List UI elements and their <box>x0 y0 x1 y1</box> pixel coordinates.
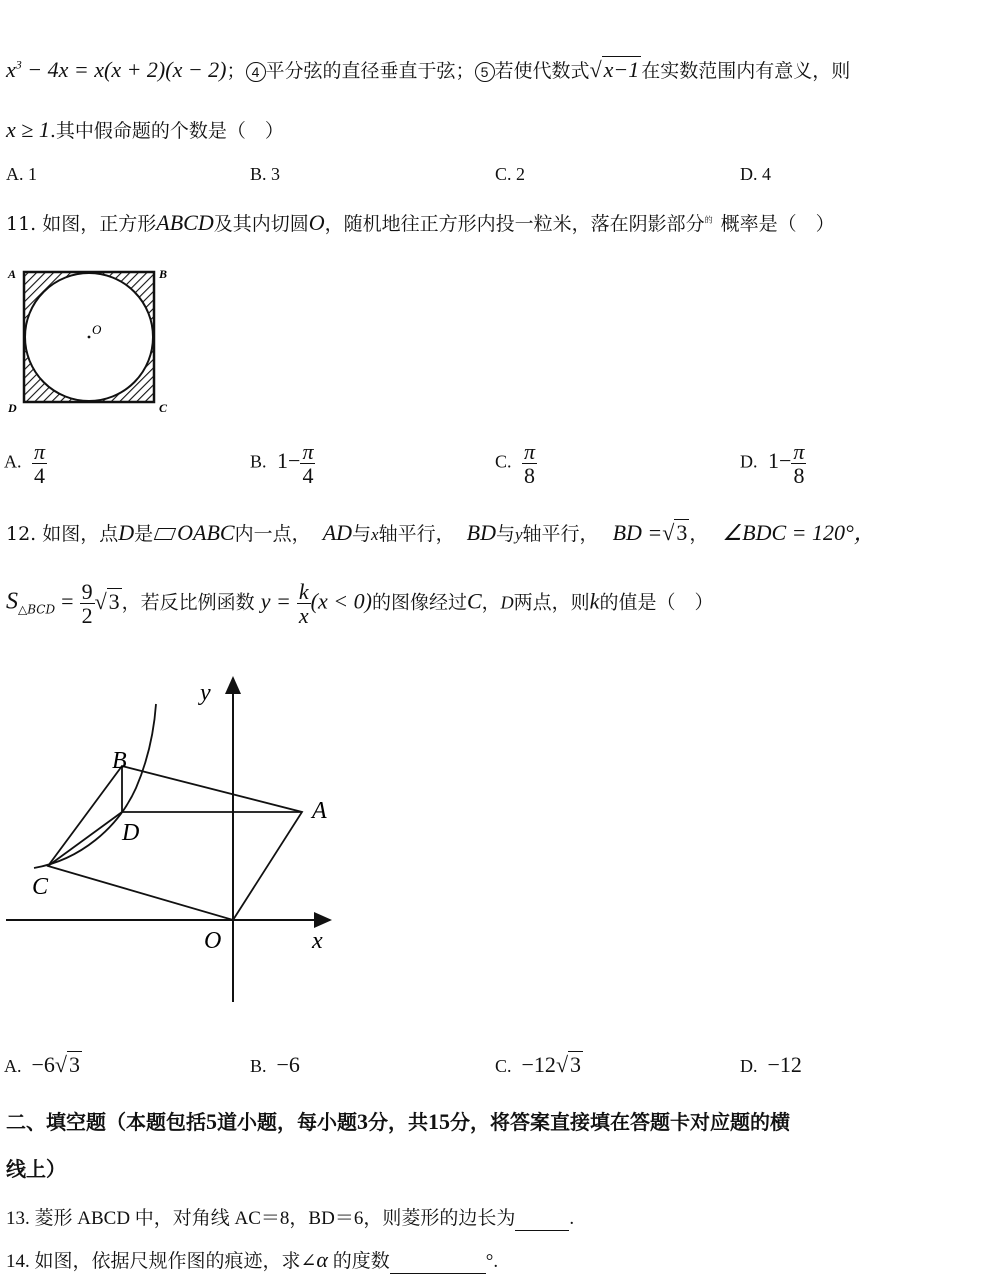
q14-text: 14. 如图，依据尺规作图的痕迹，求∠ <box>6 1251 317 1272</box>
q12-option-b[interactable]: B. −6 <box>250 1052 300 1077</box>
q12-ad: AD <box>322 520 353 545</box>
q11-label-c: C <box>159 401 168 415</box>
q12-two: 2 <box>81 603 93 629</box>
q12-k: k <box>298 579 309 604</box>
q13 <box>6 1203 574 1231</box>
q12-label-x: x <box>312 928 323 954</box>
q11-prefix: 11. 如图，正方形 <box>6 213 157 235</box>
q12-label-c: C <box>32 874 49 900</box>
q10-sqrt: √x−1 <box>589 57 640 82</box>
q11-option-c[interactable]: C. $\frac{\pi}{8}$ <box>495 439 536 489</box>
q12-label-d: D <box>122 820 140 846</box>
q12-xvar: x <box>298 603 309 629</box>
q11-o: O <box>308 210 325 235</box>
q12-is: 是 <box>134 523 154 545</box>
q12-comma: ， <box>481 591 501 614</box>
q10-item5-post: 在实数范围内有意义，则 <box>641 60 851 82</box>
q12-graph: 的图像经过 <box>371 591 467 614</box>
q10-option-b[interactable]: B. 3 <box>250 164 281 184</box>
q14-answer-blank[interactable] <box>390 1251 486 1274</box>
q12-k2: k <box>589 588 600 614</box>
q12-bd: BD <box>466 520 496 545</box>
q12-ask: 的值是（ ） <box>599 591 714 614</box>
q12-x: x <box>371 525 379 544</box>
q10-option-c[interactable]: C. 2 <box>495 164 526 184</box>
q12-oabc: OABC <box>177 520 235 545</box>
q10-option-d[interactable]: D. 4 <box>740 164 771 184</box>
q10-condition: x ≥ 1 <box>6 117 50 142</box>
q10-line1: $x^3 - 4x = x(x + 2)(x - 2)$； 4 平分弦的直径垂直于弦； 5 若使代数式√x−1 在实数范围内有意义，则 <box>6 57 851 82</box>
q11-abcd: ABCD <box>156 210 214 235</box>
q12-stem-line2 <box>6 580 713 627</box>
q10-tail: .其中假命题的个数是（ ） <box>49 120 284 142</box>
q12-label-b: B <box>112 748 127 774</box>
q11-label-b: B <box>159 267 168 281</box>
q12-stem-line1: 12. 如图，点D是 OABC内一点， AD与x轴平行， BD与y轴平行， BD =√3 ， ∠BDC = 120°， <box>6 520 876 545</box>
q12-prefix: 12. 如图，点 <box>6 523 119 545</box>
q13-end: . <box>569 1208 575 1229</box>
q12-label-a: A <box>312 798 327 824</box>
q13-answer-blank[interactable] <box>515 1208 569 1231</box>
q10-item5-number: 5 <box>475 62 495 82</box>
q12-figure <box>0 668 340 1013</box>
q12-y-eq: y = <box>260 588 291 614</box>
q12-parallelogram <box>48 766 302 920</box>
q11-label-a: A <box>8 267 17 281</box>
q11-rest: ，随机地往正方形内投一粒米，落在阴影部分 <box>324 213 705 235</box>
q11-tail: 概率是（ ） <box>720 213 835 235</box>
q11-option-b[interactable]: B. 1− $\frac{\pi}{4}$ <box>250 439 314 489</box>
q12-two-points: 两点，则 <box>513 591 590 614</box>
q12-s: S <box>6 588 18 615</box>
q12-option-c[interactable]: C. −12√3 <box>495 1052 582 1077</box>
q14-alpha: α <box>316 1247 328 1272</box>
q12-parallel-y: 轴平行， <box>522 523 599 545</box>
parallelogram-icon <box>154 528 176 540</box>
q14-end: °. <box>485 1251 499 1272</box>
q11-option-d[interactable]: D. 1− $\frac{\pi}{8}$ <box>740 439 805 489</box>
q12-d2: D <box>500 592 514 613</box>
q10-item4-number: 4 <box>246 62 266 82</box>
q11-figure <box>4 262 174 422</box>
q10-option-a[interactable]: A. 1 <box>6 164 37 184</box>
q14 <box>6 1246 498 1274</box>
q12-label-o: O <box>204 928 222 954</box>
q12-with-x: 与 <box>352 523 372 545</box>
q12-s-sub: △BCD <box>18 602 56 617</box>
q11-label-d: D <box>8 401 17 415</box>
q10-item4-text: 平分弦的直径垂直于弦； <box>265 60 475 82</box>
q12-inside: 内一点， <box>234 523 311 545</box>
q12-option-d[interactable]: D. −12 <box>740 1052 802 1077</box>
q12-s-sqrt3: √3 <box>94 588 120 614</box>
q11-label-o: O <box>92 322 102 337</box>
q12-label-y: y <box>200 680 211 706</box>
q11-mid: 及其内切圆 <box>213 213 309 235</box>
q12-angle: ∠BDC = 120°， <box>722 520 876 545</box>
q11-stem: 11. 如图，正方形ABCD及其内切圆O，随机地往正方形内投一粒米，落在阴影部分$^的$ 概率是（ ） <box>6 210 835 235</box>
q12-parallel-x: 轴平行， <box>378 523 455 545</box>
q11-option-a[interactable]: A. $\frac{\pi}{4}$ <box>4 439 46 489</box>
q12-d: D <box>118 520 135 545</box>
q12-with-y: 与 <box>495 523 515 545</box>
q10-line2 <box>6 116 284 143</box>
q14-mid: 的度数 <box>327 1251 390 1272</box>
q12-nine: 9 <box>81 579 93 604</box>
q10-item5-pre: 若使代数式 <box>494 60 590 82</box>
q12-y: y <box>514 525 523 544</box>
q13-text: 13. 菱形 ABCD 中，对角线 AC＝8，BD＝6，则菱形的边长为 <box>6 1208 516 1229</box>
q12-bd-eq: BD = <box>612 520 663 545</box>
section2-heading-line1: 二、填空题（本题包括5道小题，每小题3分，共15分，将答案直接填在答题卡对应题的横 <box>6 1109 790 1134</box>
section2-heading-line2: 线上） <box>6 1157 66 1181</box>
q12-sqrt3: √3 <box>662 520 688 545</box>
q12-option-a[interactable]: A. −6√3 <box>4 1052 80 1077</box>
q12-then: ，若反比例函数 <box>121 591 255 614</box>
q10-expression: $x^3 - 4x = x(x + 2)(x - 2)$ <box>6 57 227 82</box>
q12-domain: (x < 0) <box>310 588 372 614</box>
q12-c: C <box>466 588 482 614</box>
q12-eq: = <box>61 588 74 614</box>
